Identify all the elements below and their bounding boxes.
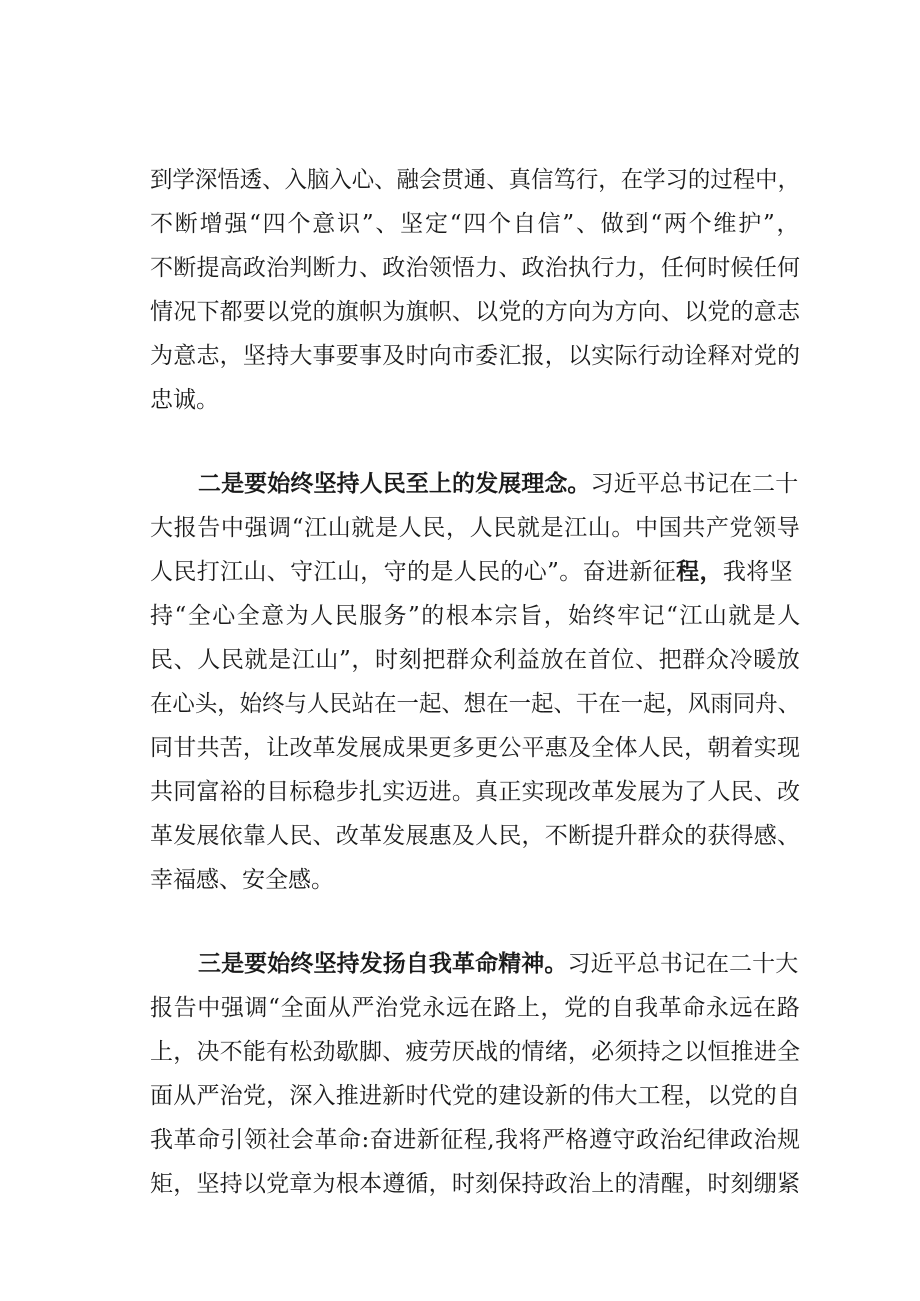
document-body bbox=[150, 158, 800, 1206]
text-line: 人民打江山、守江山，守的是人民的心”。奋进新征程，我将坚 bbox=[150, 558, 793, 585]
text-line: 幸福感、安全感。 bbox=[150, 867, 334, 893]
text-line: 我革命引领社会革命:奋进新征程,我将严格遵守政治纪律政治规 bbox=[150, 1127, 801, 1153]
text-line: 二是要始终坚持人民至上的发展理念。习近平总书记在二十 bbox=[150, 462, 800, 506]
text-line: 为意志，坚持大事要事及时向市委汇报，以实际行动诠释对党的 bbox=[150, 343, 801, 369]
text-line: 面从严治党，深入推进新时代党的建设新的伟大工程，以党的自 bbox=[150, 1083, 801, 1109]
paragraph-2 bbox=[150, 462, 800, 902]
text-line: 情况下都要以党的旗帜为旗帜、以党的方向为方向、以党的意志 bbox=[150, 299, 801, 325]
text-line: 民、人民就是江山”，时刻把群众利益放在首位、把群众冷暖放 bbox=[150, 647, 801, 673]
text-line: 到学深悟透、入脑入心、融会贯通、真信笃行，在学习的过程中， bbox=[150, 167, 800, 193]
paragraph-heading: 三是要始终坚持发扬自我革命精神。 bbox=[198, 950, 568, 977]
text-line: 不断提高政治判断力、政治领悟力、政治执行力，任何时候任何 bbox=[150, 255, 801, 281]
text-line: 不断增强“四个意识”、坚定“四个自信”、做到“两个维护”， bbox=[150, 211, 802, 237]
text-line: 报告中强调“全面从严治党永远在路上，党的自我革命永远在路 bbox=[150, 995, 801, 1021]
text-line: 同甘共苦，让改革发展成果更多更公平惠及全体人民，朝着实现 bbox=[150, 735, 801, 761]
text-line: 大报告中强调“江山就是人民，人民就是江山。中国共产党领导 bbox=[150, 515, 801, 541]
text-line: 共同富裕的目标稳步扎实迈进。真正实现改革发展为了人民、改 bbox=[150, 779, 801, 805]
text-line: 上，决不能有松劲歇脚、疲劳厌战的情绪，必须持之以恒推进全 bbox=[150, 1039, 801, 1065]
text-line: 在心头，始终与人民站在一起、想在一起、干在一起，风雨同舟、 bbox=[150, 691, 800, 717]
text-line: 矩，坚持以党章为根本遵循，时刻保持政治上的清醒，时刻绷紧 bbox=[150, 1171, 801, 1197]
text-line: 忠诚。 bbox=[150, 387, 219, 413]
text-line: 持“全心全意为人民服务”的根本宗旨，始终牢记“江山就是人 bbox=[150, 603, 802, 629]
text-line: 革发展依靠人民、改革发展惠及人民，不断提升群众的获得感、 bbox=[150, 823, 801, 849]
paragraph-3 bbox=[150, 942, 800, 1206]
paragraph-1 bbox=[150, 158, 800, 422]
paragraph-heading: 二是要始终坚持人民至上的发展理念。 bbox=[198, 470, 591, 497]
text-line: 三是要始终坚持发扬自我革命精神。习近平总书记在二十大 bbox=[150, 942, 800, 986]
